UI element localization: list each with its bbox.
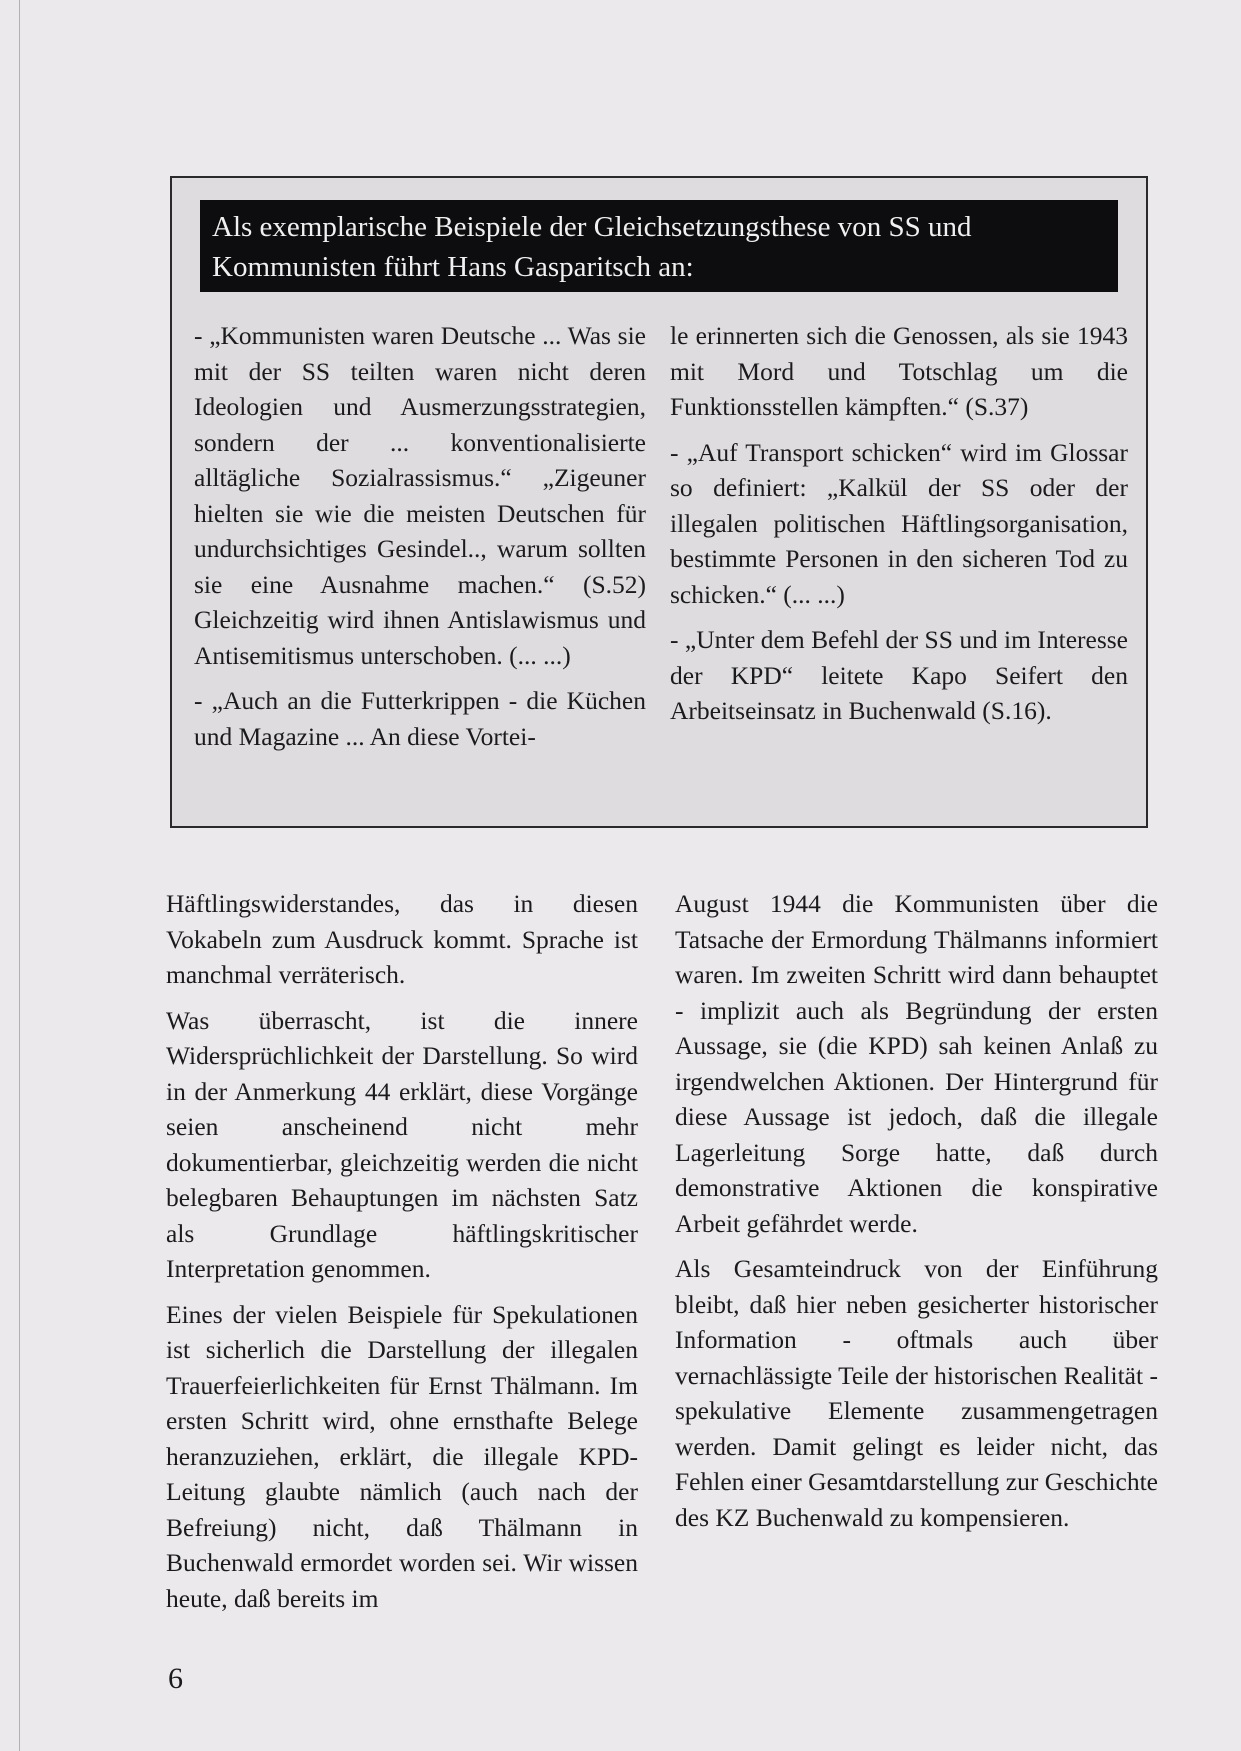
quote-box-left-column: [194, 318, 646, 764]
body-paragraph: August 1944 die Kommunisten über die Tatsache der Ermordung Thälmanns informiert waren. Im zweiten Schritt wird dann behauptet - implizit auch als Begründung der ersten Aussage, sie (die KPD) sah keinen Anlaß zu irgendwelchen Aktionen. Der Hintergrund für diese Aussage ist jedoch, daß die illegale Lagerleitung Sorge hatte, daß durch demonstrative Aktionen die konspirative Arbeit gefährdet werde.: [675, 889, 1158, 1238]
body-paragraph: Eines der vielen Beispiele für Spekulationen ist sicherlich die Darstellung der illegalen Trauerfeierlichkeiten für Ernst Thälmann. Im ersten Schritt wird, ohne ernsthafte Belege heranzuziehen, erklärt, die illegale KPD-Leitung glaubte nämlich (auch nach der Befreiung) nicht, daß Thälmann in Buchenwald ermordet worden sei. Wir wissen heute, daß bereits im: [166, 1299, 638, 1613]
page-edge-line: [19, 0, 20, 1751]
body-left-column: [166, 886, 638, 1626]
quote-paragraph: le erinnerten sich die Genossen, als sie 1943 mit Mord und Totschlag um die Funktionsstellen kämpften.“ (S.37): [670, 321, 1128, 421]
page-number: 6: [168, 1662, 183, 1695]
quote-paragraph: - „Unter dem Befehl der SS und im Interesse der KPD“ leitete Kapo Seifert den Arbeitseinsatz in Buchenwald (S.16).: [670, 625, 1128, 725]
quote-paragraph: - „Auf Transport schicken“ wird im Glossar so definiert: „Kalkül der SS oder der illegalen politischen Häftlingsorganisation, bestimmte Personen in den sicheren Tod zu schicken.“ (... ...): [670, 437, 1128, 609]
quote-box: [170, 176, 1148, 828]
quote-box-right-column: [670, 318, 1128, 739]
quote-paragraph: - „Auch an die Futterkrippen - die Küchen und Magazine ... An diese Vortei-: [194, 686, 646, 751]
body-paragraph: Häftlingswiderstandes, das in diesen Vokabeln zum Ausdruck kommt. Sprache ist manchmal verräterisch.: [166, 889, 638, 989]
quote-paragraph: - „Kommunisten waren Deutsche ... Was sie mit der SS teilten waren nicht deren Ideologien und Ausmerzungsstrategien, sondern der ... konventionalisierte alltägliche Sozialrassismus.“ „Zigeuner hielten sie wie die meisten Deutschen für undurchsichtiges Gesindel.., warum sollten sie eine Ausnahme machen.“ (S.52) Gleichzeitig wird ihnen Antislawismus und Antisemitismus unterschoben. (... ...): [194, 321, 646, 670]
body-paragraph: Was überrascht, ist die innere Widersprüchlichkeit der Darstellung. So wird in der Anmerkung 44 erklärt, diese Vorgänge seien anscheinend nicht mehr dokumentierbar, gleichzeitig werden die nicht belegbaren Behauptungen im nächsten Satz als Grundlage häftlingskritischer Interpretation genommen.: [166, 1005, 638, 1283]
body-right-column: [675, 886, 1158, 1545]
body-paragraph: Als Gesamteindruck von der Einführung bleibt, daß hier neben gesicherter historischer Information - oftmals auch über vernachlässigte Teile der historischen Realität - spekulative Elemente zusammengetragen werden. Damit gelingt es leider nicht, das Fehlen einer Gesamtdarstellung zur Geschichte des KZ Buchenwald zu kompensieren.: [675, 1254, 1158, 1532]
quote-box-header: Als exemplarische Beispiele der Gleichsetzungsthese von SS und Kommunisten führt Hans Gasparitsch an:: [200, 200, 1118, 292]
